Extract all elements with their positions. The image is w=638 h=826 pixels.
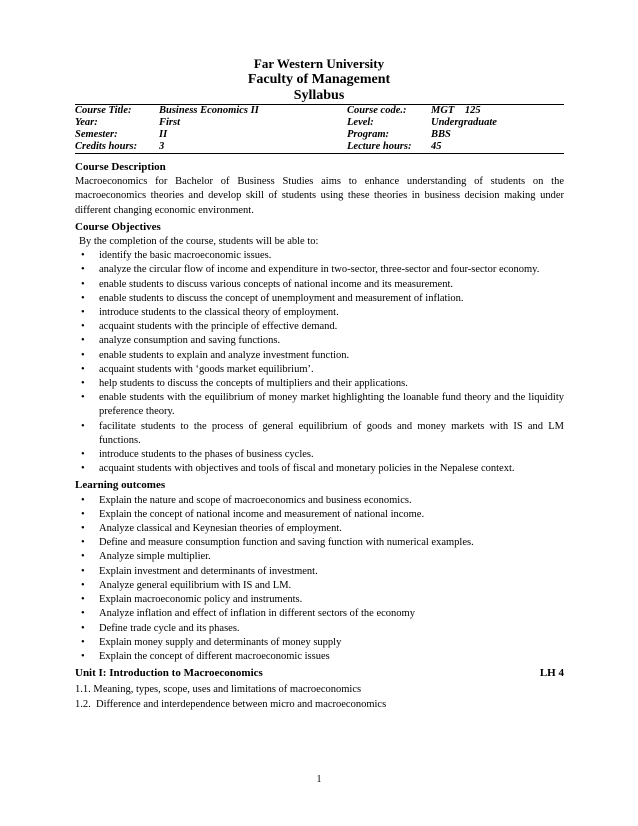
list-item — [75, 508, 564, 522]
course-info-table — [75, 104, 564, 154]
bullet-icon: • — [81, 335, 85, 347]
list-item-text: Define and measure consumption function and saving function with numerical examples. — [99, 537, 474, 549]
info-label: Level: — [347, 117, 374, 128]
bullet-icon: • — [81, 537, 85, 549]
info-label: Lecture hours: — [347, 141, 412, 152]
list-item-text: Explain investment and determinants of investment. — [99, 565, 318, 577]
unit-hours: LH 4 — [539, 667, 564, 680]
info-row — [75, 117, 564, 129]
bullet-icon: • — [81, 392, 85, 404]
info-label: Course Title: — [75, 105, 132, 116]
info-value: First — [159, 117, 181, 128]
bullet-icon: • — [81, 420, 85, 432]
outcomes-list — [75, 494, 564, 664]
info-value: II — [159, 129, 168, 140]
list-item-text: analyze consumption and saving functions. — [99, 335, 281, 347]
page-number: 1 — [316, 774, 322, 785]
list-item-text: introduce students to the classical theory of employment. — [99, 307, 339, 319]
list-item — [75, 622, 564, 636]
course-objectives-intro: By the completion of the course, students will be able to: — [79, 236, 319, 248]
info-label: Program: — [347, 129, 389, 140]
list-item-text: facilitate students to the process of general equilibrium of goods and money markets with IS and LM functions. — [99, 420, 564, 446]
list-item-text: introduce students to the phases of business cycles. — [99, 449, 314, 461]
list-item-text: Analyze general equilibrium with IS and LM. — [99, 579, 292, 591]
list-item-text: acquaint students with ‘goods market equilibrium’. — [99, 363, 314, 375]
list-item — [75, 306, 564, 320]
list-item — [75, 320, 564, 334]
list-item-text: acquaint students with the principle of effective demand. — [99, 321, 338, 333]
bullet-icon: • — [81, 378, 85, 390]
document-title: Syllabus — [293, 88, 345, 103]
list-item-text: help students to discuss the concepts of multipliers and their applications. — [99, 378, 408, 390]
bullet-icon: • — [81, 363, 85, 375]
bullet-icon: • — [81, 349, 85, 361]
bullet-icon: • — [81, 622, 85, 634]
list-item — [75, 494, 564, 508]
bullet-icon: • — [81, 463, 85, 475]
bullet-icon: • — [81, 292, 85, 304]
list-item — [75, 249, 564, 263]
bullet-icon: • — [81, 508, 85, 520]
list-item-text: Analyze classical and Keynesian theories of employment. — [99, 523, 342, 535]
list-item — [75, 448, 564, 462]
bullet-icon: • — [81, 250, 85, 262]
faculty-name: Faculty of Management — [247, 72, 391, 87]
list-item — [75, 462, 564, 476]
course-description-heading: Course Description — [75, 161, 166, 173]
list-item — [75, 593, 564, 607]
list-item — [75, 550, 564, 564]
info-row — [75, 129, 564, 141]
list-item-text: enable students to discuss various concepts of national income and its measurement. — [99, 278, 453, 290]
list-item — [75, 391, 564, 419]
list-item — [75, 292, 564, 306]
bullet-icon: • — [81, 321, 85, 333]
info-row — [75, 141, 564, 154]
list-item-text: analyze the circular flow of income and expenditure in two-sector, three-sector and four-sector economy. — [99, 264, 540, 276]
info-value: 45 — [431, 141, 442, 152]
info-label: Credits hours: — [75, 141, 138, 152]
unit-topic: 1.2. Difference and interdependence between micro and macroeconomics — [75, 698, 387, 710]
bullet-icon: • — [81, 307, 85, 319]
learning-outcomes-heading: Learning outcomes — [75, 479, 166, 492]
list-item — [75, 650, 564, 664]
bullet-icon: • — [81, 608, 85, 620]
list-item-text: Analyze simple multiplier. — [99, 551, 211, 563]
list-item — [75, 377, 564, 391]
university-name: Far Western University — [253, 56, 385, 71]
info-value: 3 — [159, 141, 165, 152]
list-item — [75, 349, 564, 363]
info-label: Course code.: — [347, 105, 407, 116]
list-item — [75, 607, 564, 621]
list-item — [75, 522, 564, 536]
bullet-icon: • — [81, 650, 85, 662]
bullet-icon: • — [81, 551, 85, 563]
bullet-icon: • — [81, 449, 85, 461]
list-item-text: Define trade cycle and its phases. — [99, 622, 240, 634]
list-item — [75, 363, 564, 377]
unit-heading — [75, 666, 564, 680]
list-item-text: acquaint students with objectives and tools of fiscal and monetary policies in the Nepalese context. — [99, 463, 515, 475]
info-value: BBS — [431, 129, 451, 140]
bullet-icon: • — [81, 278, 85, 290]
bullet-icon: • — [81, 523, 85, 535]
list-item-text: Explain the concept of different macroeconomic issues — [99, 650, 330, 662]
list-item — [75, 636, 564, 650]
bullet-icon: • — [81, 636, 85, 648]
list-item — [75, 579, 564, 593]
list-item-text: Explain money supply and determinants of money supply — [99, 636, 342, 648]
course-description-text: Macroeconomics for Bachelor of Business Studies aims to enhance understanding of students on the macroeconomics theories and develop skill of students using these theories in business decision making under different changing economic environment. — [75, 176, 564, 216]
bullet-icon: • — [81, 494, 85, 506]
info-value: MGT 125 — [431, 105, 481, 116]
syllabus-body — [75, 158, 564, 712]
list-item-text: Explain macroeconomic policy and instruments. — [99, 594, 303, 606]
list-item-text: enable students to discuss the concept of unemployment and measurement of inflation. — [99, 292, 464, 304]
info-row — [75, 105, 564, 118]
list-item-text: Explain the concept of national income and measurement of national income. — [99, 508, 425, 520]
unit-title: Unit I: Introduction to Macroeconomics — [75, 667, 263, 680]
list-item — [75, 263, 564, 277]
objectives-list — [75, 249, 564, 476]
info-value: Business Economics II — [159, 105, 259, 116]
list-item — [75, 420, 564, 448]
bullet-icon: • — [81, 565, 85, 577]
list-item-text: Explain the nature and scope of macroeconomics and business economics. — [99, 494, 412, 506]
list-item — [75, 565, 564, 579]
list-item — [75, 334, 564, 348]
info-label: Semester: — [75, 129, 118, 140]
list-item-text: Analyze inflation and effect of inflation in different sectors of the economy — [99, 608, 415, 620]
list-item-text: identify the basic macroeconomic issues. — [99, 250, 272, 262]
bullet-icon: • — [81, 264, 85, 276]
list-item — [75, 536, 564, 550]
list-item — [75, 278, 564, 292]
course-objectives-heading: Course Objectives — [75, 220, 161, 233]
unit-topic: 1.1. Meaning, types, scope, uses and limitations of macroeconomics — [75, 684, 362, 696]
list-item-text: enable students with the equilibrium of money market highlighting the loanable fund theory and the liquidity preference theory. — [99, 392, 564, 418]
list-item-text: enable students to explain and analyze investment function. — [99, 349, 350, 361]
info-value: Undergraduate — [431, 117, 497, 128]
bullet-icon: • — [81, 594, 85, 606]
info-label: Year: — [75, 117, 98, 128]
bullet-icon: • — [81, 579, 85, 591]
